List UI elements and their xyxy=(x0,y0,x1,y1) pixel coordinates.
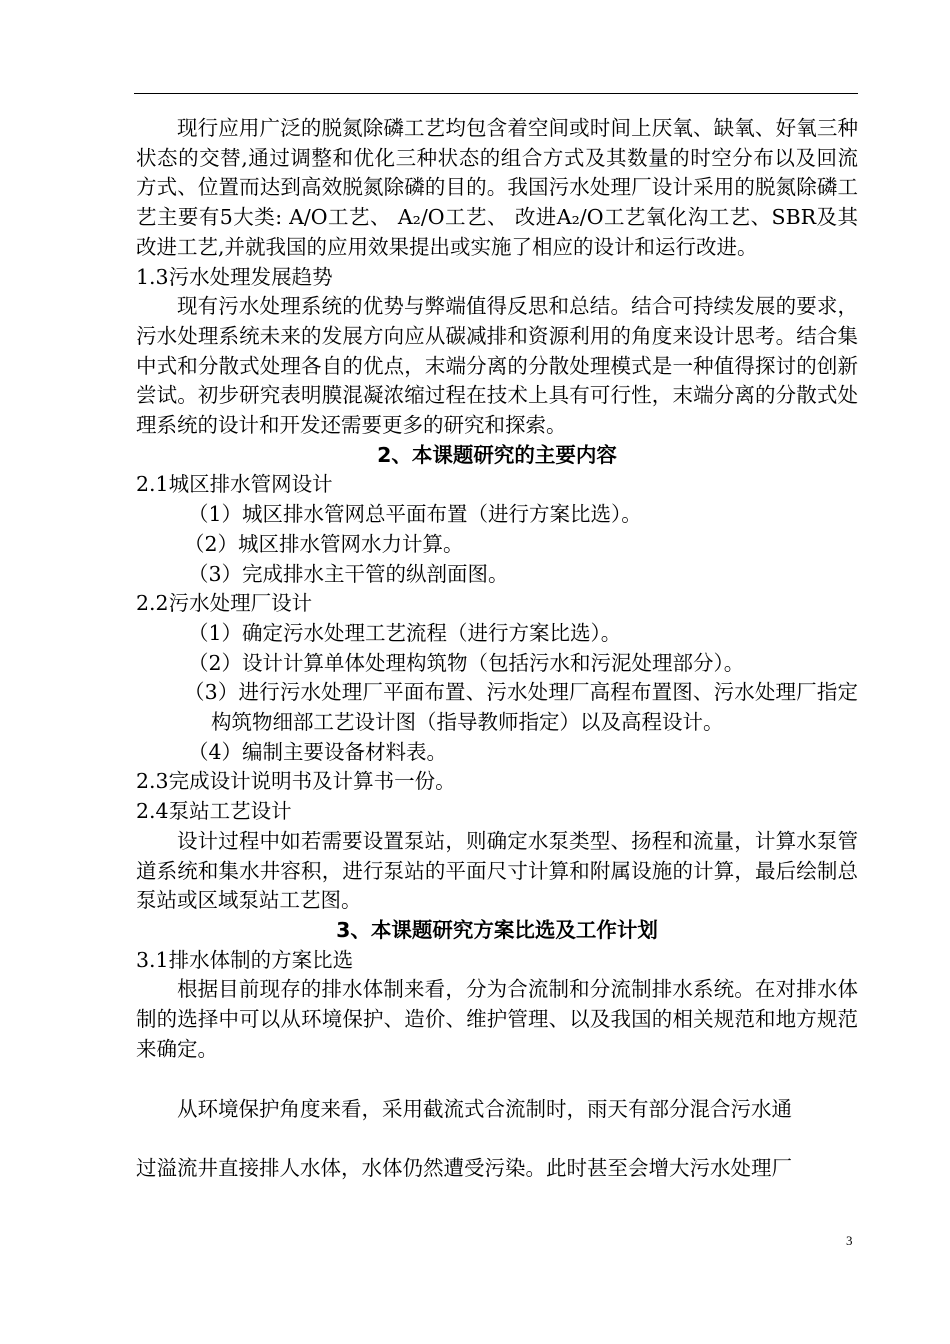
section-heading-3-1: 3.1排水体制的方案比选 xyxy=(136,947,354,972)
list-item-2-2-1: （1）确定污水处理工艺流程（进行方案比选）。 xyxy=(188,620,622,645)
paragraph-nitrogen-phosphorus: 现行应用广泛的脱氮除磷工艺均包含着空间或时间上厌氧、缺氧、好氧三种状态的交替,通过调整和优化三种状态的组合方式及其数量的时空分布以及回流方式、位置而达到高效脱氮除磷的目的。我国污水处理厂设计采用的脱氮除磷工艺主要有5大类: A/O工艺、 A₂/O工艺、 改进A₂/O工艺氧化沟工艺、SBR及其改进工艺,并就我国的应用效果提出或实施了相应的设计和运行改进。 xyxy=(136,116,858,259)
list-item-2-2-3: （3）进行污水处理厂平面布置、污水处理厂高程布置图、污水处理厂指定构筑物细部工艺设计图（指导教师指定）以及高程设计。 xyxy=(184,680,858,735)
paragraph-pump-station: 设计过程中如若需要设置泵站，则确定水泵类型、扬程和流量，计算水泵管道系统和集水井容积，进行泵站的平面尺寸计算和附属设施的计算，最后绘制总泵站或区域泵站工艺图。 xyxy=(136,828,858,913)
list-item-2-1-1: （1）城区排水管网总平面布置（进行方案比选）。 xyxy=(188,502,642,527)
chapter-heading-2: 2、本课题研究的主要内容 xyxy=(377,442,617,467)
paragraph-development-trend: 现有污水处理系统的优势与弊端值得反思和总结。结合可持续发展的要求，污水处理系统未来的发展方向应从碳减排和资源利用的角度来设计思考。结合集中式和分散式处理各自的优点，末端分离的分散处理模式是一种值得探讨的创新尝试。初步研究表明膜混凝浓缩过程在技术上具有可行性，末端分离的分散式处理系统的设计和开发还需要更多的研究和探索。 xyxy=(136,294,858,438)
section-heading-2-2: 2.2污水处理厂设计 xyxy=(136,591,313,616)
section-heading-1-3: 1.3污水处理发展趋势 xyxy=(136,264,333,289)
paragraph-drainage-system: 根据目前现存的排水体制来看，分为合流制和分流制排水系统。在对排水体制的选择中可以从环境保护、造价、维护管理、以及我国的相关规范和地方规范来确定。 xyxy=(136,977,858,1061)
section-heading-2-4: 2.4泵站工艺设计 xyxy=(136,799,292,824)
header-rule xyxy=(134,93,858,94)
paragraph-environment-line-2: 过溢流井直接排人水体，水体仍然遭受污染。此时甚至会增大污水处理厂 xyxy=(136,1156,792,1181)
page-body xyxy=(136,114,858,1184)
paragraph-environment-line-1: 从环境保护角度来看，采用截流式合流制时，雨天有部分混合污水通 xyxy=(177,1096,792,1121)
page-number: 3 xyxy=(846,1233,853,1248)
list-item-2-1-2: （2）城区排水管网水力计算。 xyxy=(184,531,464,556)
paragraph-gap xyxy=(136,1124,858,1154)
chapter-heading-3: 3、本课题研究方案比选及工作计划 xyxy=(336,917,658,942)
paragraph-gap xyxy=(136,1065,858,1095)
list-item-2-2-2: （2）设计计算单体处理构筑物（包括污水和污泥处理部分）。 xyxy=(188,650,745,675)
list-item-2-2-4: （4）编制主要设备材料表。 xyxy=(188,739,448,764)
list-item-2-1-3: （3）完成排水主干管的纵剖面图。 xyxy=(188,561,509,586)
section-heading-2-1: 2.1城区排水管网设计 xyxy=(136,472,333,497)
section-heading-2-3: 2.3完成设计说明书及计算书一份。 xyxy=(136,769,456,794)
